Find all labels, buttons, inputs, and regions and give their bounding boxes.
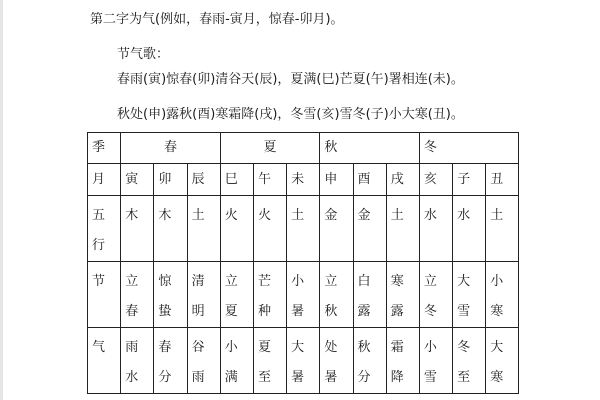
- wuxing-cell: [220, 196, 253, 262]
- wuxing-cell: [187, 196, 220, 262]
- term-char: 水: [125, 370, 139, 385]
- jie-cell: [486, 262, 519, 328]
- wuxing-cell: [419, 196, 452, 262]
- term-char: 蛰: [158, 304, 172, 319]
- wuxing-cell: [453, 196, 486, 262]
- term-char: 大: [291, 340, 305, 355]
- term-char: 小: [224, 340, 238, 355]
- season-row: [88, 133, 519, 164]
- term-char: 雨: [191, 370, 205, 385]
- row-label-season: 季: [88, 133, 121, 164]
- term-char: 霜: [390, 340, 404, 355]
- row-label-month: 月: [88, 164, 121, 196]
- page-left-edge: [0, 0, 3, 400]
- term-char: 处: [324, 340, 338, 355]
- term-char: 分: [357, 370, 371, 385]
- term-char: 至: [457, 370, 471, 385]
- month-cell: 卯: [154, 164, 187, 196]
- term-char: 秋: [324, 304, 338, 319]
- term-char: 大: [457, 274, 471, 289]
- element-text: 土: [291, 208, 305, 223]
- term-char: 立: [423, 274, 437, 289]
- label-char: 节: [92, 274, 106, 289]
- song-heading: 节气歌：: [117, 47, 170, 62]
- month-row: [88, 164, 519, 196]
- term-char: 雪: [457, 304, 471, 319]
- term-char: 满: [224, 370, 238, 385]
- term-char: 小: [291, 274, 305, 289]
- wuxing-cell: [121, 196, 154, 262]
- qi-cell: [453, 328, 486, 394]
- jie-cell: [187, 262, 220, 328]
- term-char: 寒: [490, 304, 504, 319]
- term-char: 明: [191, 304, 205, 319]
- wuxing-cell: [486, 196, 519, 262]
- term-char: 白: [357, 274, 371, 289]
- term-char: 露: [390, 304, 404, 319]
- term-char: 芒: [257, 274, 271, 289]
- term-char: 暑: [291, 304, 305, 319]
- qi-cell: [386, 328, 419, 394]
- element-text: 木: [125, 208, 139, 223]
- qi-row: [88, 328, 519, 394]
- month-cell: 丑: [486, 164, 519, 196]
- qi-cell: [486, 328, 519, 394]
- jie-cell: [154, 262, 187, 328]
- element-text: 金: [324, 208, 338, 223]
- term-char: 惊: [158, 274, 172, 289]
- term-char: 春: [158, 340, 172, 355]
- qi-cell: [187, 328, 220, 394]
- qi-cell: [253, 328, 286, 394]
- term-char: 寒: [390, 274, 404, 289]
- jie-cell: [121, 262, 154, 328]
- month-cell: 戌: [386, 164, 419, 196]
- term-char: 小: [423, 340, 437, 355]
- term-char: 种: [257, 304, 271, 319]
- wuxing-cell: [386, 196, 419, 262]
- month-cell: 子: [453, 164, 486, 196]
- qi-cell: [220, 328, 253, 394]
- qi-cell: [287, 328, 320, 394]
- song-line-1: 春雨(寅)惊春(卯)清谷天(辰)，夏满(巳)芒夏(午)署相连(未)。: [117, 72, 464, 87]
- season-autumn: 秋: [320, 133, 420, 164]
- term-char: 冬: [457, 340, 471, 355]
- month-cell: 午: [253, 164, 286, 196]
- term-char: 清: [191, 274, 205, 289]
- jie-cell: [386, 262, 419, 328]
- term-char: 降: [390, 370, 404, 385]
- jie-cell: [320, 262, 353, 328]
- month-cell: 寅: [121, 164, 154, 196]
- term-char: 立: [125, 274, 139, 289]
- element-text: 金: [357, 208, 371, 223]
- season-winter: 冬: [419, 133, 519, 164]
- qi-cell: [320, 328, 353, 394]
- element-text: 土: [490, 208, 504, 223]
- jie-cell: [453, 262, 486, 328]
- label-char: 气: [92, 340, 106, 355]
- jie-cell: [253, 262, 286, 328]
- month-cell: 酉: [353, 164, 386, 196]
- term-char: 春: [125, 304, 139, 319]
- term-char: 小: [490, 274, 504, 289]
- row-label-wuxing: [88, 196, 121, 262]
- jie-row: [88, 262, 519, 328]
- qi-cell: [154, 328, 187, 394]
- wuxing-cell: [154, 196, 187, 262]
- qi-cell: [121, 328, 154, 394]
- term-char: 立: [224, 274, 238, 289]
- song-line-2: 秋处(申)露秋(酉)寒霜降(戌)，冬雪(亥)雪冬(子)小大寒(丑)。: [117, 107, 464, 122]
- term-char: 立: [324, 274, 338, 289]
- term-char: 夏: [257, 340, 271, 355]
- row-label-qi: [88, 328, 121, 394]
- term-char: 冬: [423, 304, 437, 319]
- jie-cell: [353, 262, 386, 328]
- term-char: 雨: [125, 340, 139, 355]
- month-cell: 亥: [419, 164, 452, 196]
- qi-cell: [419, 328, 452, 394]
- term-char: 露: [357, 304, 371, 319]
- element-text: 火: [224, 208, 238, 223]
- term-char: 雪: [423, 370, 437, 385]
- term-char: 分: [158, 370, 172, 385]
- wuxing-row: [88, 196, 519, 262]
- wuxing-cell: [287, 196, 320, 262]
- element-text: 水: [457, 208, 471, 223]
- element-text: 土: [390, 208, 404, 223]
- month-cell: 申: [320, 164, 353, 196]
- wuxing-cell: [320, 196, 353, 262]
- element-text: 火: [257, 208, 271, 223]
- term-char: 暑: [324, 370, 338, 385]
- term-char: 谷: [191, 340, 205, 355]
- month-cell: 辰: [187, 164, 220, 196]
- term-char: 大: [490, 340, 504, 355]
- element-text: 水: [423, 208, 437, 223]
- label-char: 行: [92, 238, 106, 253]
- solar-terms-table: [87, 132, 519, 394]
- month-cell: 未: [287, 164, 320, 196]
- element-text: 木: [158, 208, 172, 223]
- wuxing-cell: [353, 196, 386, 262]
- month-cell: 巳: [220, 164, 253, 196]
- intro-text: 第二字为气(例如，春雨-寅月，惊春-卯月)。: [90, 12, 344, 27]
- term-char: 至: [257, 370, 271, 385]
- qi-cell: [353, 328, 386, 394]
- season-summer: 夏: [220, 133, 320, 164]
- term-char: 暑: [291, 370, 305, 385]
- term-char: 秋: [357, 340, 371, 355]
- jie-cell: [419, 262, 452, 328]
- term-char: 寒: [490, 370, 504, 385]
- term-char: 夏: [224, 304, 238, 319]
- wuxing-cell: [253, 196, 286, 262]
- season-spring: 春: [121, 133, 221, 164]
- jie-cell: [287, 262, 320, 328]
- jie-cell: [220, 262, 253, 328]
- label-char: 五: [92, 208, 106, 223]
- element-text: 土: [191, 208, 205, 223]
- row-label-jie: [88, 262, 121, 328]
